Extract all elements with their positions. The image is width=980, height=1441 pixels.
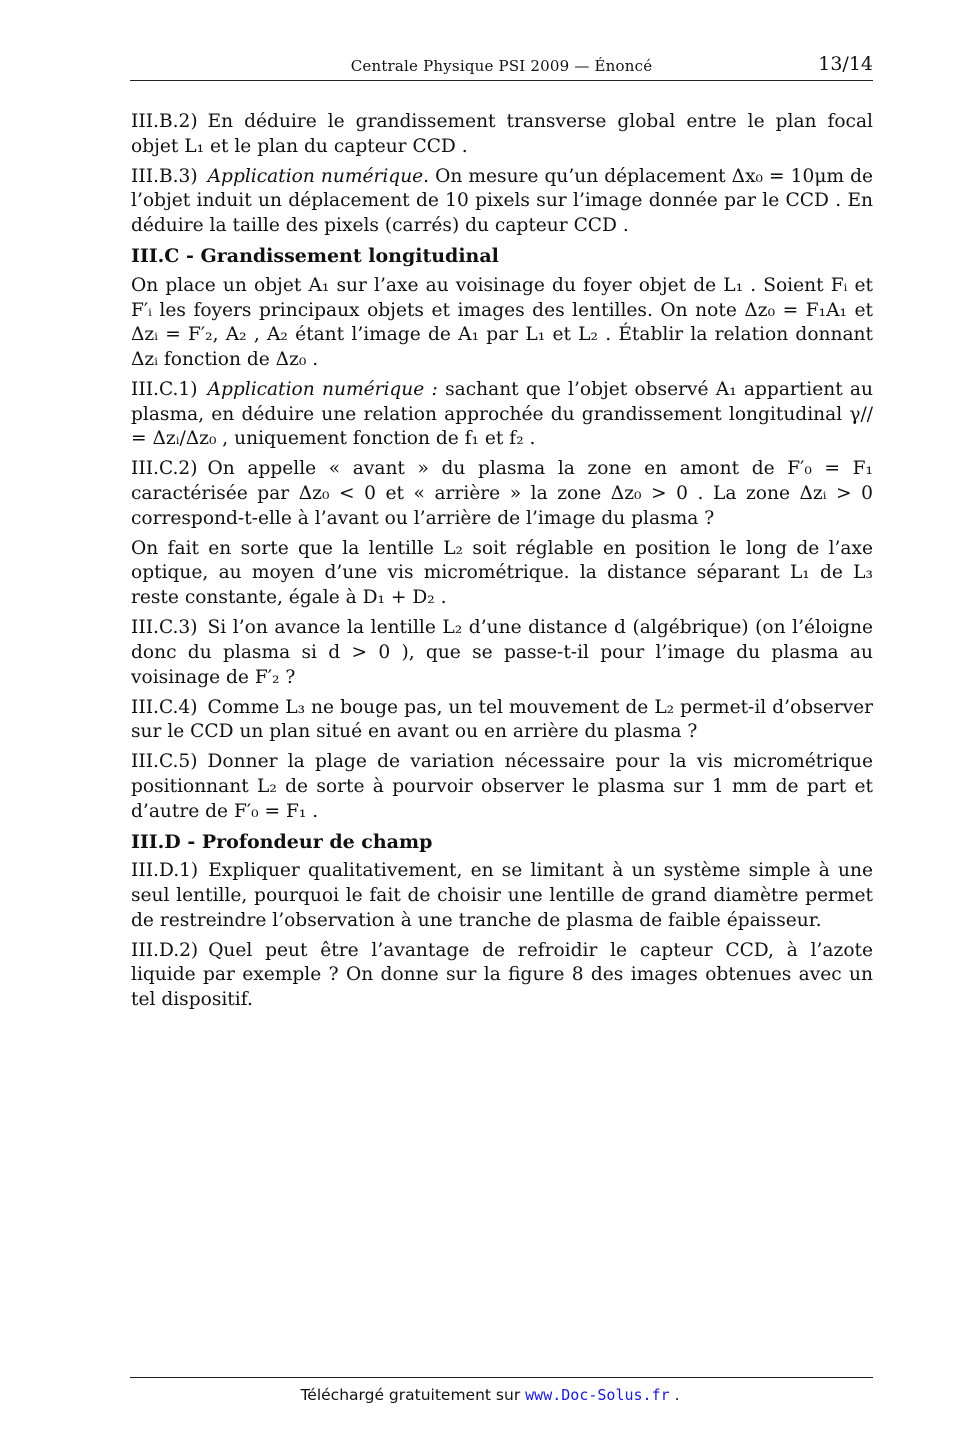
question-IIIC5 <box>131 750 873 824</box>
footer-link[interactable]: www.Doc-Solus.fr <box>525 1386 670 1404</box>
question-text: En déduire le grandissement transverse global entre le plan focal objet L₁ et le plan du capteur CCD . <box>131 111 873 157</box>
question-label: III.C.2) <box>131 458 198 480</box>
section-heading-IIID: III.D - Profondeur de champ <box>131 830 433 853</box>
question-label: III.C.1) <box>131 378 198 400</box>
question-label: III.B.3) <box>131 165 198 187</box>
question-label: III.C.3) <box>131 617 198 639</box>
question-IIIC3 <box>131 616 873 690</box>
question-text: Donner la plage de variation nécessaire pour la vis micrométrique positionnant L₂ de sorte à pourvoir observer le plasma sur 1 mm de part et d’autre de F′₀ = F₁ . <box>131 751 873 822</box>
question-emphasis: Application numérique <box>207 165 424 187</box>
question-IIID1 <box>131 859 873 933</box>
section-heading-IIIC: III.C - Grandissement longitudinal <box>131 245 499 268</box>
question-text: Expliquer qualitativement, en se limitant à un système simple à une seul lentille, pourquoi le fait de choisir une lentille de grand diamètre permet de restreindre l’observation à une tranche de plasma de faible épaisseur. <box>131 860 873 931</box>
page-footer <box>0 1386 980 1404</box>
question-label: III.D.2) <box>131 939 199 961</box>
paragraph-IIIC-lens <box>131 537 873 611</box>
question-IIIC1 <box>131 378 873 452</box>
paragraph-IIIC-intro <box>131 274 873 373</box>
question-IIIB2 <box>131 110 873 159</box>
page-number: 13/14 <box>818 53 873 75</box>
question-text: Si l’on avance la lentille L₂ d’une distance d (algébrique) (on l’éloigne donc du plasma si d > 0 ), que se passe-t-il pour l’image du plasma au voisinage de F′₂ ? <box>131 617 873 688</box>
footer-divider <box>130 1377 873 1378</box>
question-text: . On mesure qu’un déplacement Δx₀ = 10μm de l’objet induit un déplacement de 10 pixels sur l’image donnée par le CCD . En déduire la taille des pixels (carrés) du capteur CCD . <box>131 165 873 237</box>
footer-end: . <box>674 1386 680 1404</box>
question-IIIC2 <box>131 457 873 531</box>
question-text: Comme L₃ ne bouge pas, un tel mouvement de L₂ permet-il d’observer sur le CCD un plan situé en avant ou en arrière du plasma ? <box>131 696 873 743</box>
question-IIIC4 <box>131 696 873 745</box>
paragraph-text: On place un objet A₁ sur l’axe au voisinage du foyer objet de L₁ . Soient Fᵢ et F′ᵢ les foyers principaux objets et images des lentilles. On note Δz₀ = F₁A₁ et Δzᵢ = F′₂, A₂ , A₂ étant l’image de A₁ par L₁ et L₂ . Établir la relation donnant Δzᵢ fonction de Δz₀ . <box>131 274 873 370</box>
question-text: On appelle « avant » du plasma la zone en amont de F′₀ = F₁ caractérisée par Δz₀ < 0 et « arrière » la zone Δz₀ > 0 . La zone Δzᵢ > 0 correspond-t-elle à l’avant ou l’arrière de l’image du plasma ? <box>131 458 873 529</box>
document-body <box>131 110 873 1018</box>
question-text: Quel peut être l’avantage de refroidir le capteur CCD, à l’azote liquide par exemple ? On donne sur la figure 8 des images obtenues avec un tel dispositif. <box>131 939 873 1011</box>
question-label: III.C.4) <box>131 696 198 718</box>
question-label: III.D.1) <box>131 860 199 882</box>
question-IIIB3 <box>131 165 873 239</box>
paragraph-text: On fait en sorte que la lentille L₂ soit réglable en position le long de l’axe optique, au moyen d’une vis micrométrique. la distance séparant L₁ de L₃ reste constante, égale à D₁ + D₂ . <box>131 537 873 609</box>
question-label: III.C.5) <box>131 751 198 773</box>
header-title: Centrale Physique PSI 2009 — Énoncé <box>350 57 653 75</box>
question-label: III.B.2) <box>131 111 198 132</box>
footer-text: Téléchargé gratuitement sur <box>300 1386 521 1404</box>
question-text: sachant que l’objet observé A₁ appartient au plasma, en déduire une relation approchée du grandissement longitudinal γ// = Δzᵢ/Δz₀ , uniquement fonction de f₁ et f₂ . <box>131 378 873 450</box>
question-IIID2 <box>131 939 873 1013</box>
question-emphasis: Application numérique : <box>207 378 438 400</box>
running-header <box>130 52 873 81</box>
